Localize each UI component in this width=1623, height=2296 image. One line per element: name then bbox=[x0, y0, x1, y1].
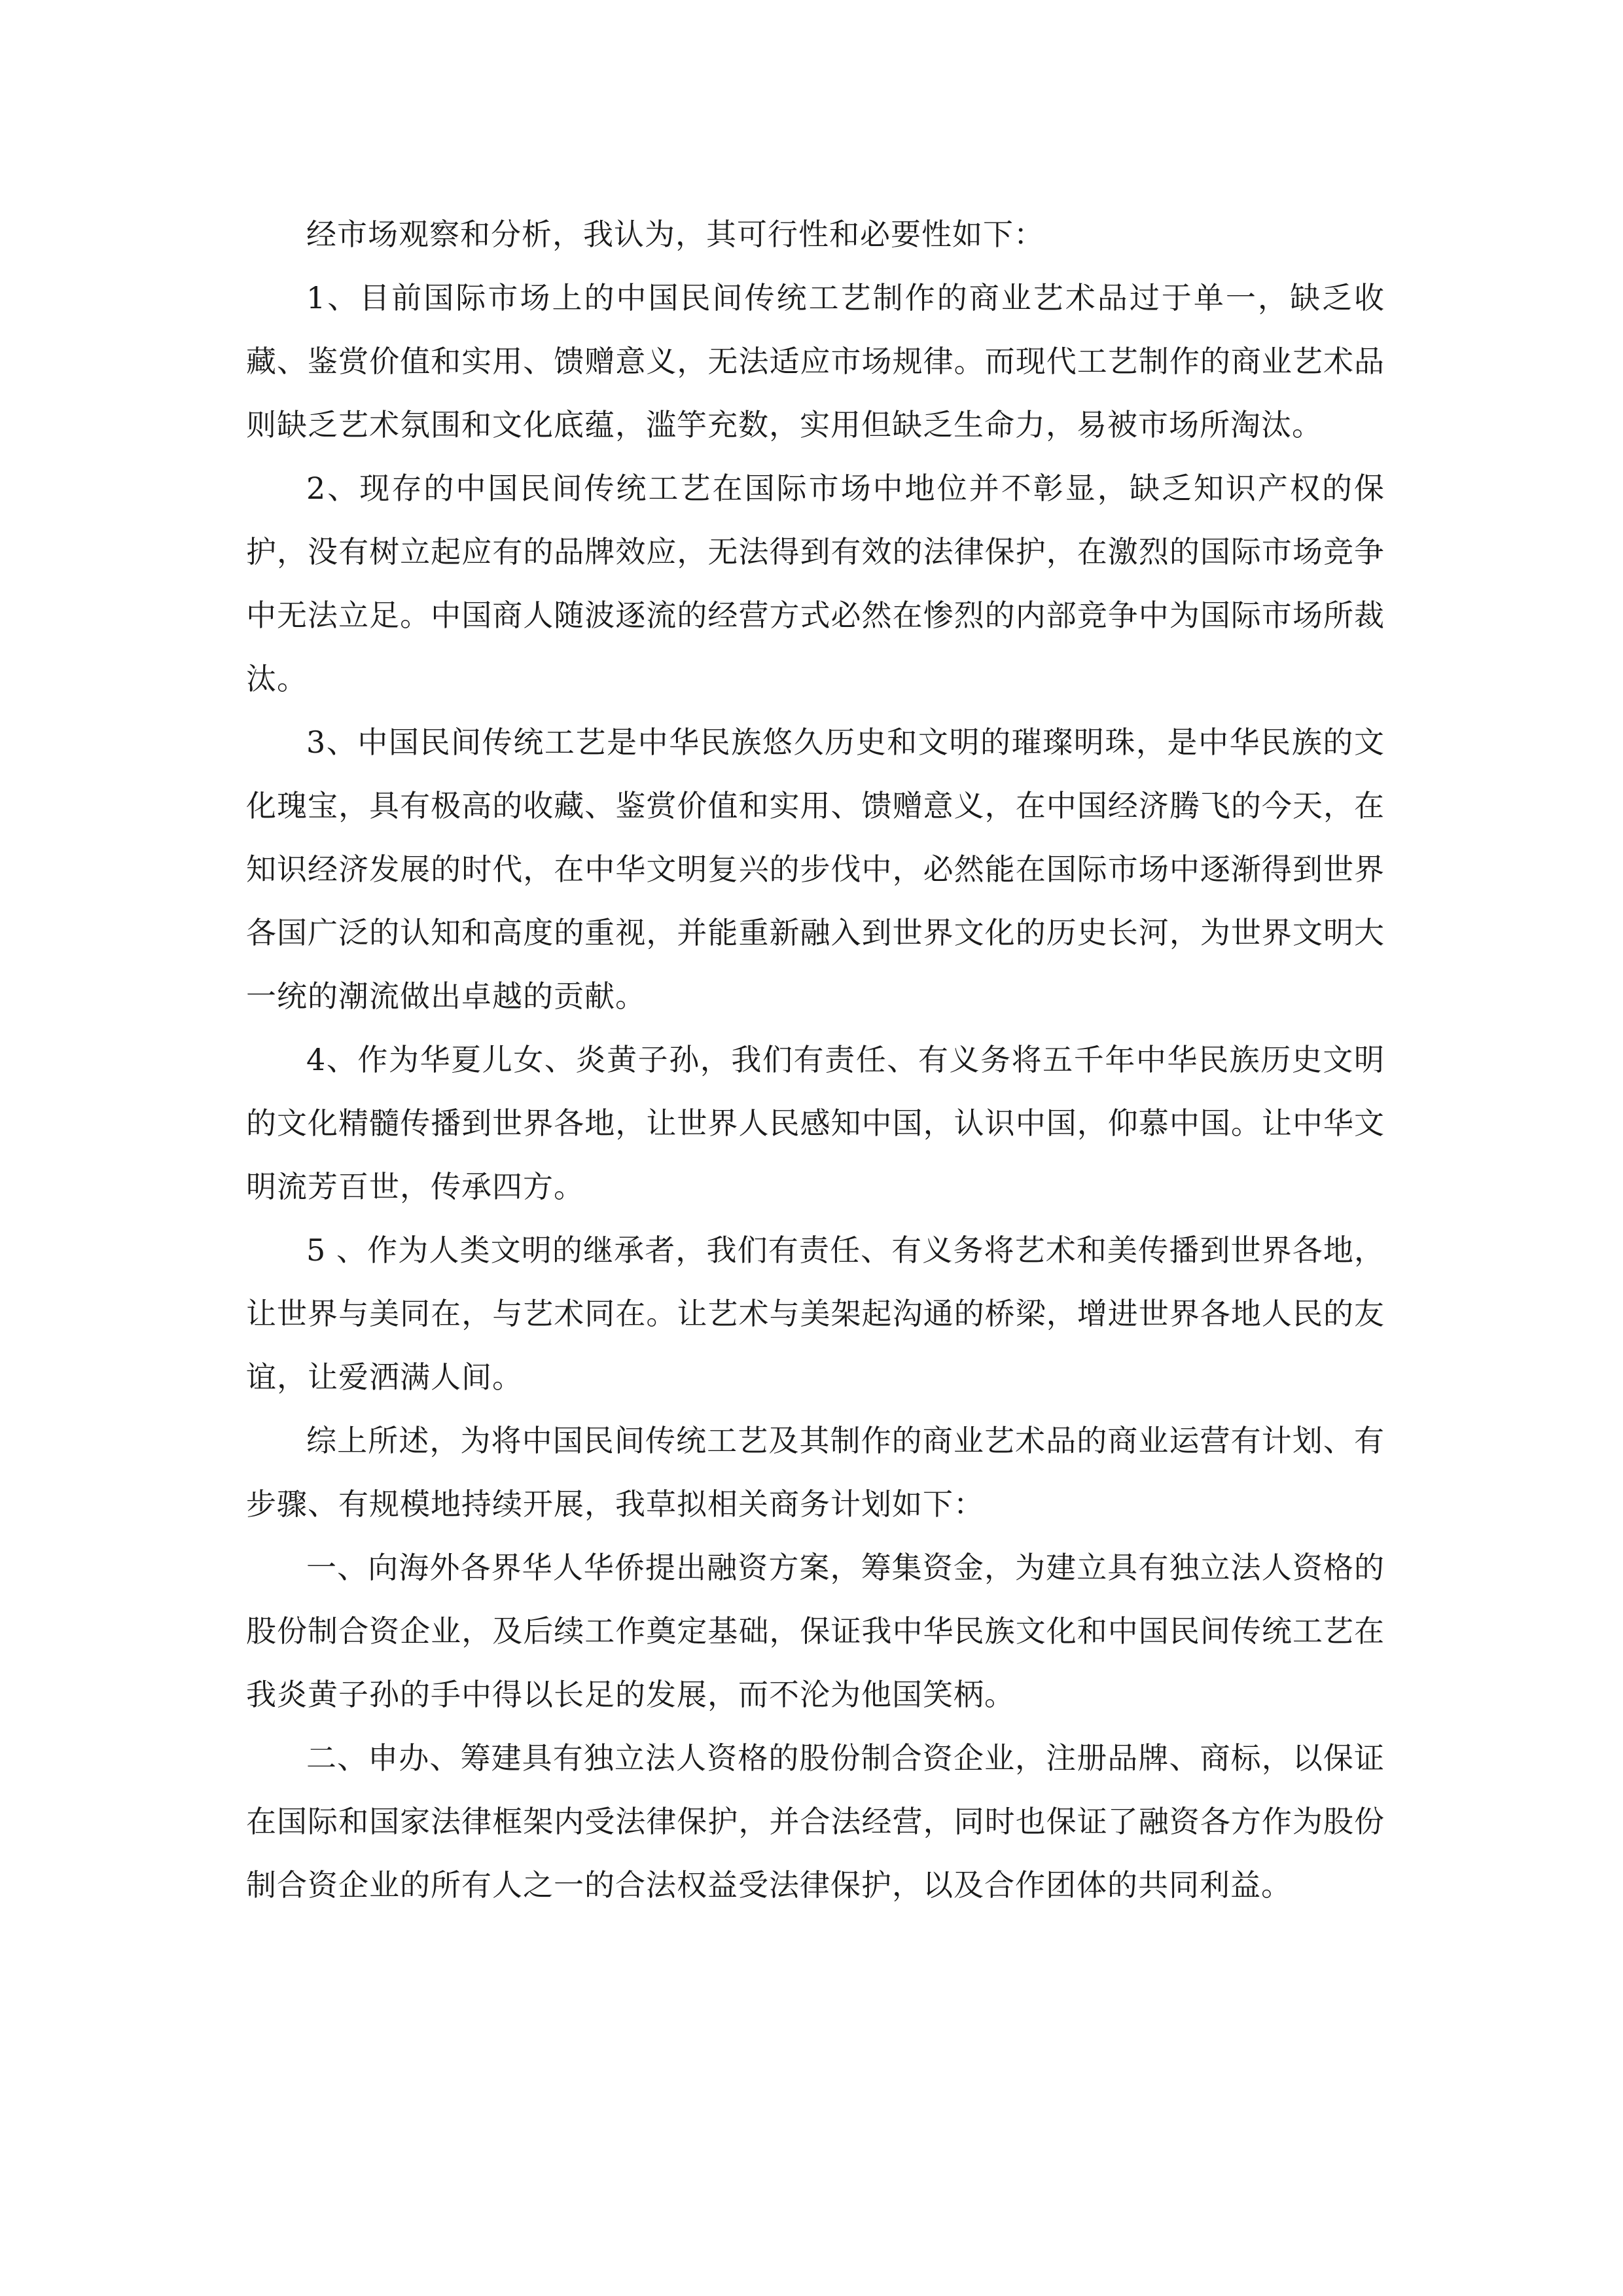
paragraph-summary: 综上所述，为将中国民间传统工艺及其制作的商业艺术品的商业运营有计划、有步骤、有规模地持续开展，我草拟相关商务计划如下： bbox=[246, 1423, 1385, 1522]
document-body bbox=[246, 203, 1385, 1917]
paragraph-plan-1: 一、向海外各界华人华侨提出融资方案，筹集资金，为建立具有独立法人资格的股份制合资企业，及后续工作奠定基础，保证我中华民族文化和中国民间传统工艺在我炎黄子孙的手中得以长足的发展，而不沦为他国笑柄。 bbox=[246, 1550, 1385, 1712]
paragraph-intro: 经市场观察和分析，我认为，其可行性和必要性如下： bbox=[306, 217, 1044, 252]
paragraph-point-5: 5 、作为人类文明的继承者，我们有责任、有义务将艺术和美传播到世界各地，让世界与美同在，与艺术同在。让艺术与美架起沟通的桥梁，增进世界各地人民的友谊，让爱洒满人间。 bbox=[246, 1232, 1385, 1395]
paragraph-plan-2: 二、申办、筹建具有独立法人资格的股份制合资企业，注册品牌、商标，以保证在国际和国家法律框架内受法律保护，并合法经营，同时也保证了融资各方作为股份制合资企业的所有人之一的合法权益受法律保护，以及合作团体的共同利益。 bbox=[246, 1740, 1385, 1903]
paragraph-point-2: 2、现存的中国民间传统工艺在国际市场中地位并不彰显，缺乏知识产权的保护，没有树立起应有的品牌效应，无法得到有效的法律保护，在激烈的国际市场竞争中无法立足。中国商人随波逐流的经营方式必然在惨烈的内部竞争中为国际市场所裁汰。 bbox=[246, 471, 1385, 696]
paragraph-point-4: 4、作为华夏儿女、炎黄子孙，我们有责任、有义务将五千年中华民族历史文明的文化精髓传播到世界各地，让世界人民感知中国，认识中国，仰慕中国。让中华文明流芳百世，传承四方。 bbox=[246, 1042, 1385, 1204]
paragraph-point-1: 1、目前国际市场上的中国民间传统工艺制作的商业艺术品过于单一，缺乏收藏、鉴赏价值和实用、馈赠意义，无法适应市场规律。而现代工艺制作的商业艺术品则缺乏艺术氛围和文化底蕴，滥竽充数，实用但缺乏生命力，易被市场所淘汰。 bbox=[246, 280, 1385, 442]
paragraph-point-3: 3、中国民间传统工艺是中华民族悠久历史和文明的璀璨明珠，是中华民族的文化瑰宝，具有极高的收藏、鉴赏价值和实用、馈赠意义，在中国经济腾飞的今天，在知识经济发展的时代，在中华文明复兴的步伐中，必然能在国际市场中逐渐得到世界各国广泛的认知和高度的重视，并能重新融入到世界文化的历史长河，为世界文明大一统的潮流做出卓越的贡献。 bbox=[246, 725, 1385, 1014]
